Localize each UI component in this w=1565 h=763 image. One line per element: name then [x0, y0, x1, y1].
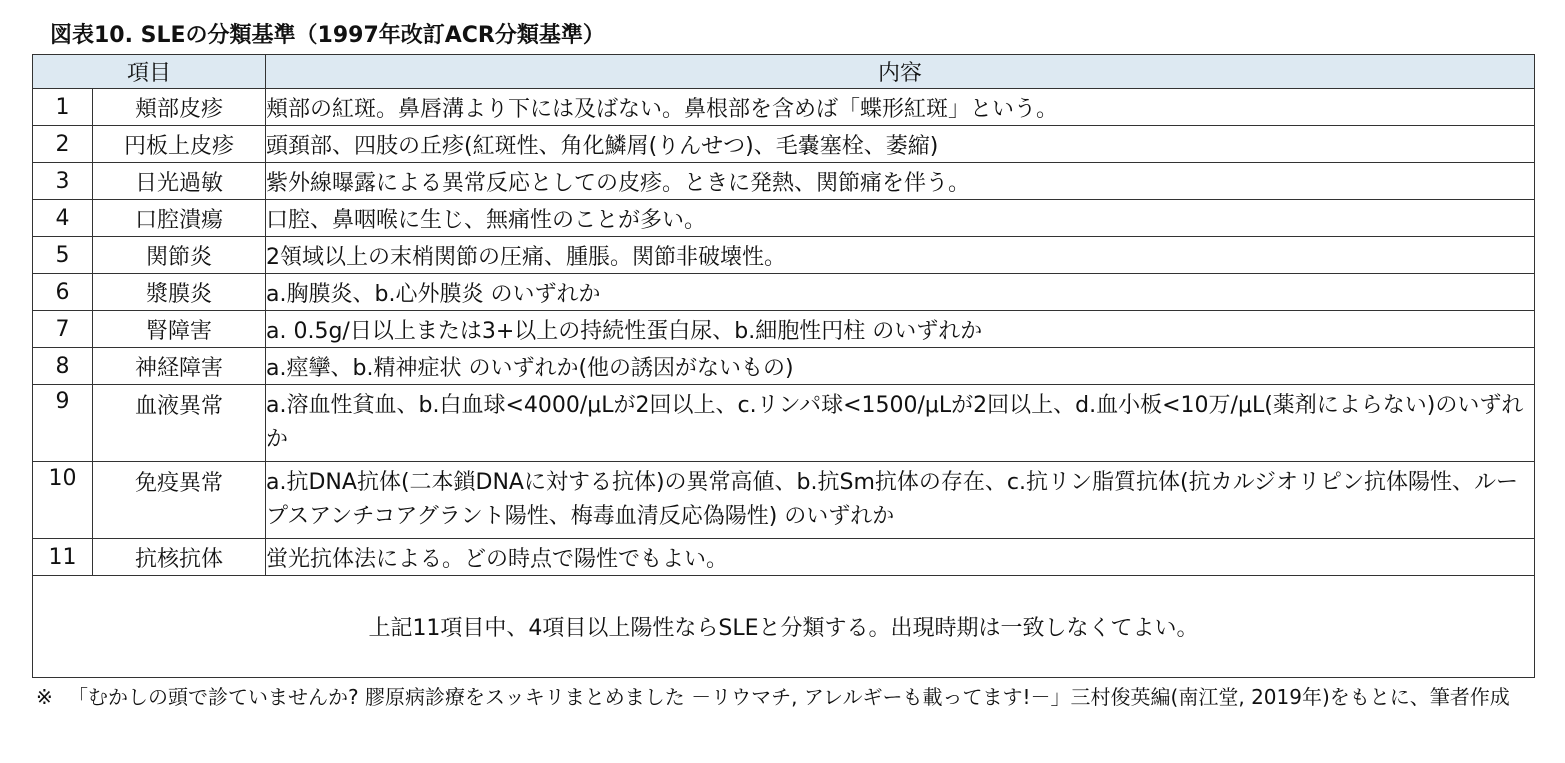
row-item: 関節炎 — [93, 237, 266, 274]
classification-summary: 上記11項目中、4項目以上陽性ならSLEと分類する。出現時期は一致しなくてよい。 — [33, 576, 1535, 678]
row-content: a.抗DNA抗体(二本鎖DNAに対する抗体)の異常高値、b.抗Sm抗体の存在、c.抗リン脂質抗体(抗カルジオリピン抗体陽性、ループスアンチコアグラント陽性、梅毒血清反応偽陽性) のいずれか — [266, 462, 1535, 539]
row-item: 円板上皮疹 — [93, 126, 266, 163]
criteria-table — [32, 54, 1535, 678]
row-content: 頭頚部、四肢の丘疹(紅斑性、角化鱗屑(りんせつ)、毛嚢塞栓、萎縮) — [266, 126, 1535, 163]
row-number: 9 — [33, 385, 93, 462]
note-text: 「むかしの頭で診ていませんか? 膠原病診療をスッキリまとめました －リウマチ, アレルギーも載ってます!－」三村俊英編(南江堂, 2019年)をもとに、筆者作成 — [68, 685, 1510, 709]
row-content: 頬部の紅斑。鼻唇溝より下には及ばない。鼻根部を含めば「蝶形紅斑」という。 — [266, 89, 1535, 126]
summary-row — [33, 576, 1535, 678]
row-item: 腎障害 — [93, 311, 266, 348]
row-item: 頬部皮疹 — [93, 89, 266, 126]
table-row — [33, 274, 1535, 311]
table-row — [33, 348, 1535, 385]
row-item: 抗核抗体 — [93, 539, 266, 576]
table-row — [33, 237, 1535, 274]
row-number: 2 — [33, 126, 93, 163]
row-item: 神経障害 — [93, 348, 266, 385]
header-content: 内容 — [266, 55, 1535, 89]
row-content: a.胸膜炎、b.心外膜炎 のいずれか — [266, 274, 1535, 311]
header-item: 項目 — [33, 55, 266, 89]
row-content: a. 0.5g/日以上または3+以上の持続性蛋白尿、b.細胞性円柱 のいずれか — [266, 311, 1535, 348]
row-number: 6 — [33, 274, 93, 311]
figure-title: 図表10. SLEの分類基準（1997年改訂ACR分類基準） — [50, 23, 605, 48]
row-number: 3 — [33, 163, 93, 200]
row-item: 血液異常 — [93, 385, 266, 462]
row-number: 10 — [33, 462, 93, 539]
table-row — [33, 126, 1535, 163]
row-content: 2領域以上の末梢関節の圧痛、腫脹。関節非破壊性。 — [266, 237, 1535, 274]
row-content: a.溶血性貧血、b.白血球<4000/μLが2回以上、c.リンパ球<1500/μLが2回以上、d.血小板<10万/μL(薬剤によらない)のいずれか — [266, 385, 1535, 462]
row-content: a.痙攣、b.精神症状 のいずれか(他の誘因がないもの) — [266, 348, 1535, 385]
table-row — [33, 539, 1535, 576]
table-header-row — [33, 55, 1535, 89]
row-number: 11 — [33, 539, 93, 576]
row-content: 紫外線曝露による異常反応としての皮疹。ときに発熱、関節痛を伴う。 — [266, 163, 1535, 200]
row-number: 7 — [33, 311, 93, 348]
table-row — [33, 462, 1535, 539]
table-row — [33, 163, 1535, 200]
row-item: 漿膜炎 — [93, 274, 266, 311]
row-number: 1 — [33, 89, 93, 126]
row-number: 8 — [33, 348, 93, 385]
row-item: 日光過敏 — [93, 163, 266, 200]
row-content: 蛍光抗体法による。どの時点で陽性でもよい。 — [266, 539, 1535, 576]
row-number: 4 — [33, 200, 93, 237]
row-content: 口腔、鼻咽喉に生じ、無痛性のことが多い。 — [266, 200, 1535, 237]
table-row — [33, 385, 1535, 462]
note-mark: ※ — [36, 685, 53, 709]
row-number: 5 — [33, 237, 93, 274]
table-row — [33, 311, 1535, 348]
table-row — [33, 200, 1535, 237]
row-item: 免疫異常 — [93, 462, 266, 539]
row-item: 口腔潰瘍 — [93, 200, 266, 237]
table-row — [33, 89, 1535, 126]
